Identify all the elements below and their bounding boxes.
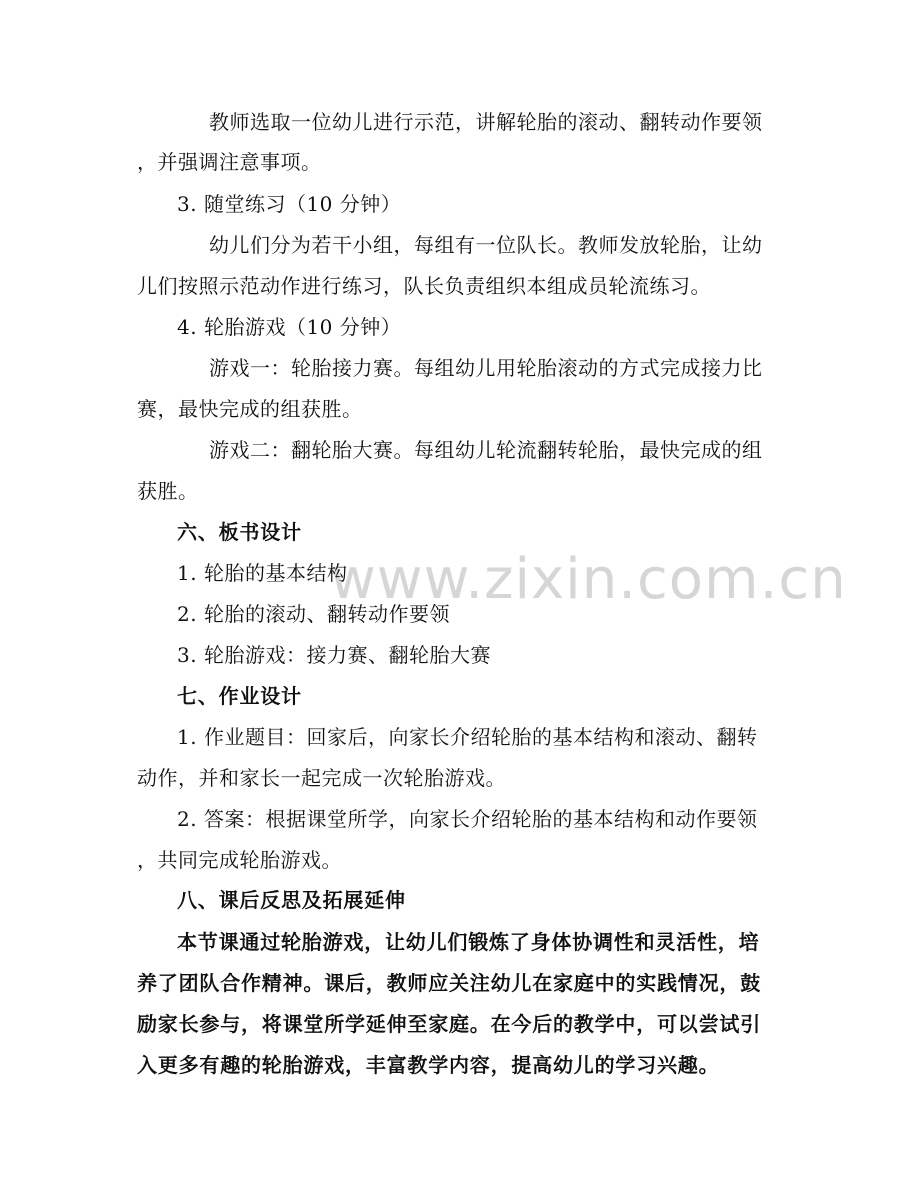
watermark-text: www.zixin.com.cn xyxy=(330,547,847,612)
paragraph-line: 动作，并和家长一起完成一次轮胎游戏。 xyxy=(137,766,506,790)
list-item: 1. 轮胎的基本结构 xyxy=(177,561,348,585)
paragraph-line: 赛，最快完成的组获胜。 xyxy=(137,397,363,421)
section-heading: 七、作业设计 xyxy=(177,684,302,708)
paragraph-line: 励家长参与，将课堂所学延伸至家庭。在今后的教学中，可以尝试引 xyxy=(137,1012,761,1036)
paragraph-line: 游戏一：轮胎接力赛。每组幼儿用轮胎滚动的方式完成接力比 xyxy=(209,356,763,380)
paragraph-line: 教师选取一位幼儿进行示范，讲解轮胎的滚动、翻转动作要领 xyxy=(209,110,763,134)
list-item: 4. 轮胎游戏（10 分钟） xyxy=(177,315,402,339)
list-item: 2. 轮胎的滚动、翻转动作要领 xyxy=(177,602,450,626)
paragraph-line: 获胜。 xyxy=(137,479,199,503)
paragraph-line: 幼儿们分为若干小组，每组有一位队长。教师发放轮胎，让幼 xyxy=(209,233,763,257)
list-item: 3. 轮胎游戏：接力赛、翻轮胎大赛 xyxy=(177,643,491,667)
paragraph-line: 游戏二：翻轮胎大赛。每组幼儿轮流翻转轮胎，最快完成的组 xyxy=(209,438,763,462)
paragraph-line: 养了团队合作精神。课后，教师应关注幼儿在家庭中的实践情况，鼓 xyxy=(137,971,761,995)
list-item: 1. 作业题目：回家后，向家长介绍轮胎的基本结构和滚动、翻转 xyxy=(177,725,758,749)
paragraph-line: 儿们按照示范动作进行练习，队长负责组织本组成员轮流练习。 xyxy=(137,274,711,298)
list-item: 2. 答案：根据课堂所学，向家长介绍轮胎的基本结构和动作要领 xyxy=(177,807,758,831)
paragraph-line: 本节课通过轮胎游戏，让幼儿们锻炼了身体协调性和灵活性，培 xyxy=(177,930,760,954)
paragraph-line: ，并强调注意事项。 xyxy=(137,150,322,174)
paragraph-line: 入更多有趣的轮胎游戏，丰富教学内容，提高幼儿的学习兴趣。 xyxy=(137,1053,720,1077)
section-heading: 六、板书设计 xyxy=(177,520,302,544)
section-heading: 八、课后反思及拓展延伸 xyxy=(177,888,406,912)
paragraph-line: ，共同完成轮胎游戏。 xyxy=(137,848,342,872)
list-item: 3. 随堂练习（10 分钟） xyxy=(177,192,402,216)
